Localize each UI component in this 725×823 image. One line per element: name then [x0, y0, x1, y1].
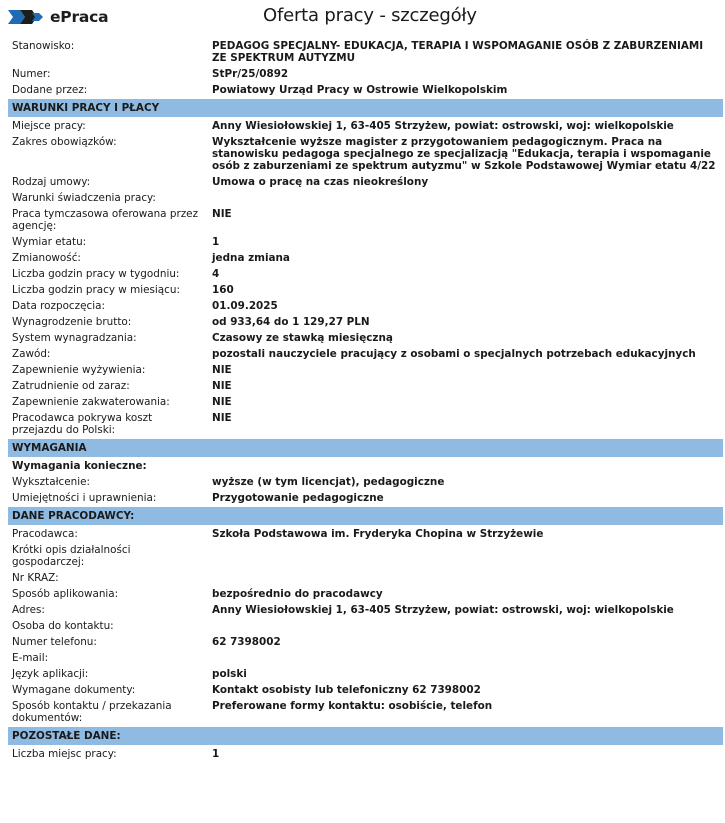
detail-value: od 933,64 do 1 129,27 PLN	[212, 316, 370, 328]
detail-row	[8, 314, 723, 330]
detail-row	[8, 250, 723, 266]
section-warunki-header: WARUNKI PRACY I PŁACY	[8, 99, 723, 117]
detail-row	[8, 650, 723, 666]
detail-value: 1	[212, 236, 220, 248]
detail-label: Wynagrodzenie brutto:	[12, 316, 132, 328]
detail-value: polski	[212, 668, 247, 680]
section-pracodawca	[8, 526, 723, 726]
detail-value: 62 7398002	[212, 636, 281, 648]
detail-label: Zmianowość:	[12, 252, 81, 264]
detail-value: 1	[212, 748, 220, 760]
detail-label: E-mail:	[12, 652, 49, 664]
logo-text: ePraca	[50, 8, 109, 26]
offer-details	[8, 38, 723, 762]
detail-label: Nr KRAZ:	[12, 572, 59, 584]
detail-row	[8, 666, 723, 682]
detail-label: Liczba miejsc pracy:	[12, 748, 117, 760]
detail-value: NIE	[212, 412, 232, 424]
detail-label: Pracodawca:	[12, 528, 78, 540]
detail-value: wyższe (w tym licencjat), pedagogiczne	[212, 476, 445, 488]
detail-row	[8, 38, 723, 66]
detail-row	[8, 698, 723, 726]
epraca-logo[interactable]	[6, 6, 108, 28]
detail-value: jedna zmiana	[212, 252, 290, 264]
detail-value	[212, 652, 723, 664]
detail-row	[8, 378, 723, 394]
detail-label: System wynagradzania:	[12, 332, 137, 344]
section-pozostale	[8, 746, 723, 762]
detail-value: NIE	[212, 396, 232, 408]
detail-row	[8, 682, 723, 698]
detail-label: Wymiar etatu:	[12, 236, 87, 248]
detail-row	[8, 66, 723, 82]
detail-row	[8, 746, 723, 762]
section-pozostale-header: POZOSTAŁE DANE:	[8, 727, 723, 745]
detail-label: Stanowisko:	[12, 40, 75, 52]
section-warunki	[8, 118, 723, 438]
detail-value: PEDAGOG SPECJALNY- EDUKACJA, TERAPIA I WSPOMAGANIE OSÓB Z ZABURZENIAMI ZE SPEKTRUM AUTYZMU	[212, 40, 704, 64]
wymagania-subheading: Wymagania konieczne:	[12, 460, 147, 472]
detail-label: Zawód:	[12, 348, 51, 360]
detail-label: Sposób kontaktu / przekazania dokumentów:	[12, 700, 172, 724]
detail-row	[8, 618, 723, 634]
detail-value	[212, 620, 723, 632]
detail-row	[8, 298, 723, 314]
detail-value	[212, 192, 723, 204]
detail-value: NIE	[212, 364, 232, 376]
detail-row	[8, 118, 723, 134]
detail-value: NIE	[212, 380, 232, 392]
detail-label: Pracodawca pokrywa koszt przejazdu do Polski:	[12, 412, 153, 436]
section-wymagania-header: WYMAGANIA	[8, 439, 723, 457]
detail-value: Czasowy ze stawką miesięczną	[212, 332, 393, 344]
detail-row	[8, 346, 723, 362]
detail-value: bezpośrednio do pracodawcy	[212, 588, 383, 600]
detail-label: Liczba godzin pracy w tygodniu:	[12, 268, 180, 280]
detail-label: Praca tymczasowa oferowana przez agencję:	[12, 208, 199, 232]
detail-label: Zakres obowiązków:	[12, 136, 117, 148]
detail-value	[212, 572, 723, 584]
detail-label: Zatrudnienie od zaraz:	[12, 380, 130, 392]
detail-label: Warunki świadczenia pracy:	[12, 192, 156, 204]
detail-row	[8, 634, 723, 650]
detail-row	[8, 542, 723, 570]
detail-row	[8, 602, 723, 618]
detail-value: Umowa o pracę na czas nieokreślony	[212, 176, 429, 188]
detail-row	[8, 474, 723, 490]
detail-label: Data rozpoczęcia:	[12, 300, 105, 312]
detail-label: Osoba do kontaktu:	[12, 620, 114, 632]
detail-row	[8, 586, 723, 602]
detail-label: Rodzaj umowy:	[12, 176, 91, 188]
page-title: Oferta pracy - szczegóły	[263, 5, 477, 26]
detail-row	[8, 526, 723, 542]
section-wymagania	[8, 474, 723, 506]
epraca-arrows-icon	[6, 7, 46, 27]
detail-row	[8, 570, 723, 586]
detail-row	[8, 410, 723, 438]
detail-row	[8, 490, 723, 506]
detail-label: Liczba godzin pracy w miesiącu:	[12, 284, 180, 296]
detail-row	[8, 362, 723, 378]
detail-label: Adres:	[12, 604, 45, 616]
detail-label: Umiejętności i uprawnienia:	[12, 492, 157, 504]
detail-value: StPr/25/0892	[212, 68, 289, 80]
detail-value: 160	[212, 284, 234, 296]
offer-summary	[8, 38, 723, 98]
detail-row	[8, 206, 723, 234]
detail-row	[8, 394, 723, 410]
detail-label: Sposób aplikowania:	[12, 588, 119, 600]
detail-value: Anny Wiesiołowskiej 1, 63-405 Strzyżew, powiat: ostrowski, woj: wielkopolskie	[212, 604, 674, 616]
detail-label: Miejsce pracy:	[12, 120, 86, 132]
detail-label: Zapewnienie zakwaterowania:	[12, 396, 170, 408]
detail-value: Preferowane formy kontaktu: osobiście, telefon	[212, 700, 493, 712]
detail-label: Numer:	[12, 68, 51, 80]
detail-value	[212, 544, 723, 568]
detail-value: 4	[212, 268, 220, 280]
detail-value: 01.09.2025	[212, 300, 278, 312]
detail-label: Język aplikacji:	[12, 668, 89, 680]
detail-row	[8, 82, 723, 98]
detail-value: Wykształcenie wyższe magister z przygotowaniem pedagogicznym. Praca na stanowisku pedagoga specjalnego ze specjalizacją "Edukacja, terapia i wspomaganie osób z zaburzeniami ze spektrum autyzmu" w Szkole Podstawowej Wymiar etatu 4/22	[212, 136, 716, 172]
detail-row	[8, 190, 723, 206]
detail-label: Zapewnienie wyżywienia:	[12, 364, 146, 376]
detail-row	[8, 282, 723, 298]
detail-value: NIE	[212, 208, 232, 220]
detail-row	[8, 174, 723, 190]
section-pracodawca-header: DANE PRACODAWCY:	[8, 507, 723, 525]
detail-row	[8, 134, 723, 174]
detail-label: Dodane przez:	[12, 84, 88, 96]
detail-label: Krótki opis działalności gospodarczej:	[12, 544, 131, 568]
detail-value: Anny Wiesiołowskiej 1, 63-405 Strzyżew, powiat: ostrowski, woj: wielkopolskie	[212, 120, 674, 132]
detail-value: Przygotowanie pedagogiczne	[212, 492, 384, 504]
detail-value: Szkoła Podstawowa im. Fryderyka Chopina w Strzyżewie	[212, 528, 544, 540]
detail-value: pozostali nauczyciele pracujący z osobami o specjalnych potrzebach edukacyjnych	[212, 348, 696, 360]
page-header	[0, 0, 725, 34]
detail-row	[8, 266, 723, 282]
detail-value: Powiatowy Urząd Pracy w Ostrowie Wielkopolskim	[212, 84, 508, 96]
detail-label: Wykształcenie:	[12, 476, 90, 488]
detail-value: Kontakt osobisty lub telefoniczny 62 7398002	[212, 684, 481, 696]
detail-label: Numer telefonu:	[12, 636, 97, 648]
detail-label: Wymagane dokumenty:	[12, 684, 136, 696]
detail-row	[8, 234, 723, 250]
detail-row	[8, 330, 723, 346]
